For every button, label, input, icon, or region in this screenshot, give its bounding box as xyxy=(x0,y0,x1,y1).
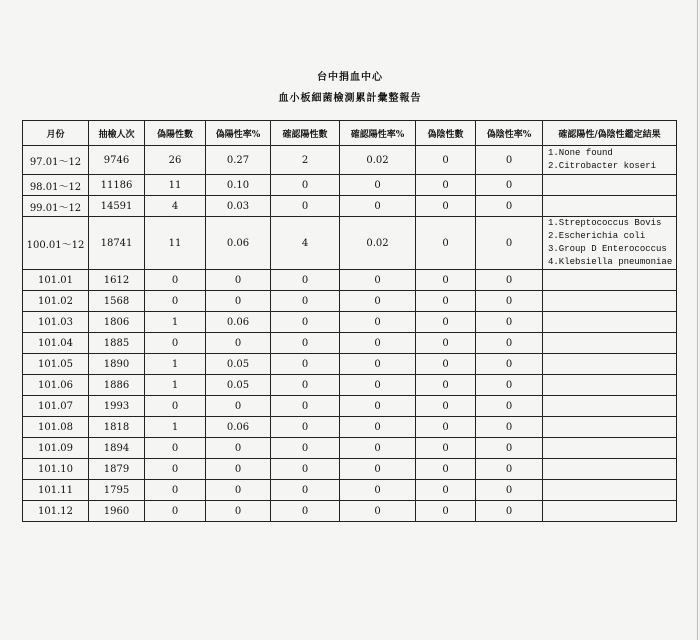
result-line: 1.Streptococcus Bovis xyxy=(548,218,662,228)
cell-cp: 0 xyxy=(271,175,340,196)
cell-cp-rate: 0 xyxy=(340,459,416,480)
cell-fp: 0 xyxy=(145,396,206,417)
cell-cp: 0 xyxy=(271,459,340,480)
cell-month: 101.08 xyxy=(23,417,89,438)
cell-identification-results xyxy=(543,396,677,417)
cell-fn: 0 xyxy=(416,270,476,291)
cell-fn: 0 xyxy=(416,354,476,375)
cell-identification-results xyxy=(543,146,677,175)
cell-month: 101.10 xyxy=(23,459,89,480)
cell-month: 100.01～12 xyxy=(23,217,89,270)
cell-fp-rate: 0.06 xyxy=(206,217,271,270)
cell-fn-rate: 0 xyxy=(476,312,543,333)
column-header: 確認陽性率% xyxy=(340,121,416,146)
table-body xyxy=(23,146,677,522)
table-row xyxy=(23,354,677,375)
table-row xyxy=(23,396,677,417)
cell-fp: 1 xyxy=(145,417,206,438)
cell-fp-rate: 0 xyxy=(206,291,271,312)
cell-identification-results xyxy=(543,459,677,480)
cell-cp: 0 xyxy=(271,417,340,438)
cell-tested: 14591 xyxy=(89,196,145,217)
cell-cp-rate: 0 xyxy=(340,480,416,501)
cell-cp: 0 xyxy=(271,480,340,501)
cell-fn: 0 xyxy=(416,501,476,522)
cell-fp: 0 xyxy=(145,270,206,291)
cell-fn-rate: 0 xyxy=(476,270,543,291)
cell-fn-rate: 0 xyxy=(476,291,543,312)
cell-cp: 0 xyxy=(271,312,340,333)
cell-fn-rate: 0 xyxy=(476,333,543,354)
cell-tested: 11186 xyxy=(89,175,145,196)
cell-cp-rate: 0 xyxy=(340,375,416,396)
cell-fp: 4 xyxy=(145,196,206,217)
cell-fn: 0 xyxy=(416,175,476,196)
cell-fn-rate: 0 xyxy=(476,459,543,480)
cell-identification-results xyxy=(543,217,677,270)
table-row xyxy=(23,270,677,291)
cell-fp-rate: 0.05 xyxy=(206,354,271,375)
cell-fn: 0 xyxy=(416,396,476,417)
cell-fp-rate: 0 xyxy=(206,438,271,459)
cell-identification-results xyxy=(543,480,677,501)
cell-cp-rate: 0 xyxy=(340,196,416,217)
cell-fp: 0 xyxy=(145,333,206,354)
cell-tested: 1795 xyxy=(89,480,145,501)
result-line: 2.Citrobacter koseri xyxy=(548,161,657,171)
cell-cp-rate: 0 xyxy=(340,417,416,438)
cell-month: 101.03 xyxy=(23,312,89,333)
cell-fn-rate: 0 xyxy=(476,396,543,417)
cell-fp: 1 xyxy=(145,354,206,375)
result-line: 4.Klebsiella pneumoniae xyxy=(548,257,673,267)
cell-tested: 1993 xyxy=(89,396,145,417)
column-header: 確認陽性/偽陰性鑑定結果 xyxy=(543,121,677,146)
cell-identification-results xyxy=(543,354,677,375)
table-row xyxy=(23,333,677,354)
cell-fp: 0 xyxy=(145,501,206,522)
cell-identification-results xyxy=(543,417,677,438)
cell-cp: 0 xyxy=(271,501,340,522)
cell-fp: 26 xyxy=(145,146,206,175)
cell-fn-rate: 0 xyxy=(476,217,543,270)
cell-month: 101.06 xyxy=(23,375,89,396)
cell-cp-rate: 0 xyxy=(340,333,416,354)
table-row xyxy=(23,217,677,270)
column-header: 偽陰性數 xyxy=(416,121,476,146)
cell-cp-rate: 0 xyxy=(340,291,416,312)
organization-title: 台中捐血中心 xyxy=(317,72,383,83)
cell-fp-rate: 0.06 xyxy=(206,312,271,333)
cell-identification-results xyxy=(543,175,677,196)
cell-fn-rate: 0 xyxy=(476,146,543,175)
cell-month: 101.09 xyxy=(23,438,89,459)
cell-fp: 0 xyxy=(145,480,206,501)
cell-tested: 1818 xyxy=(89,417,145,438)
cell-fp: 11 xyxy=(145,175,206,196)
cell-fn-rate: 0 xyxy=(476,417,543,438)
column-header: 偽陽性率% xyxy=(206,121,271,146)
cell-cp: 0 xyxy=(271,375,340,396)
result-line: 3.Group D Enterococcus xyxy=(548,244,667,254)
cell-cp: 0 xyxy=(271,354,340,375)
cell-tested: 1960 xyxy=(89,501,145,522)
cell-identification-results xyxy=(543,501,677,522)
cell-identification-results xyxy=(543,291,677,312)
table-row xyxy=(23,375,677,396)
cell-month: 98.01～12 xyxy=(23,175,89,196)
cell-month: 101.01 xyxy=(23,270,89,291)
cell-fn: 0 xyxy=(416,196,476,217)
cell-fn: 0 xyxy=(416,291,476,312)
cell-fn: 0 xyxy=(416,438,476,459)
cell-month: 101.05 xyxy=(23,354,89,375)
cell-tested: 1806 xyxy=(89,312,145,333)
cell-fp-rate: 0 xyxy=(206,501,271,522)
table-row xyxy=(23,501,677,522)
cell-fn: 0 xyxy=(416,146,476,175)
cell-cp-rate: 0 xyxy=(340,175,416,196)
cell-fn: 0 xyxy=(416,459,476,480)
table-header-row xyxy=(23,121,677,146)
cell-fn-rate: 0 xyxy=(476,375,543,396)
cell-fn-rate: 0 xyxy=(476,175,543,196)
cell-month: 101.04 xyxy=(23,333,89,354)
cell-identification-results xyxy=(543,375,677,396)
cell-tested: 18741 xyxy=(89,217,145,270)
cell-fn: 0 xyxy=(416,333,476,354)
cell-tested: 1879 xyxy=(89,459,145,480)
cell-cp: 0 xyxy=(271,291,340,312)
cell-fp-rate: 0.05 xyxy=(206,375,271,396)
cell-fn-rate: 0 xyxy=(476,354,543,375)
cell-cp-rate: 0 xyxy=(340,312,416,333)
cell-cp: 0 xyxy=(271,270,340,291)
column-header: 月份 xyxy=(23,121,89,146)
scan-edge-line xyxy=(697,0,698,640)
cell-fp-rate: 0.10 xyxy=(206,175,271,196)
cell-fn: 0 xyxy=(416,480,476,501)
cell-fn-rate: 0 xyxy=(476,438,543,459)
table-row xyxy=(23,196,677,217)
cell-tested: 1890 xyxy=(89,354,145,375)
cell-identification-results xyxy=(543,270,677,291)
cell-fn-rate: 0 xyxy=(476,501,543,522)
bacteria-test-table xyxy=(22,120,677,522)
cell-cp: 4 xyxy=(271,217,340,270)
cell-cp-rate: 0.02 xyxy=(340,217,416,270)
cell-fn: 0 xyxy=(416,417,476,438)
cell-identification-results xyxy=(543,312,677,333)
table-row xyxy=(23,480,677,501)
cell-fp: 0 xyxy=(145,291,206,312)
cell-fp: 1 xyxy=(145,375,206,396)
cell-month: 101.02 xyxy=(23,291,89,312)
column-header: 確認陽性數 xyxy=(271,121,340,146)
cell-fn: 0 xyxy=(416,217,476,270)
cell-fp: 11 xyxy=(145,217,206,270)
cell-cp-rate: 0 xyxy=(340,396,416,417)
cell-fn-rate: 0 xyxy=(476,196,543,217)
cell-tested: 9746 xyxy=(89,146,145,175)
cell-fn: 0 xyxy=(416,375,476,396)
cell-cp: 0 xyxy=(271,196,340,217)
cell-month: 101.11 xyxy=(23,480,89,501)
cell-cp: 2 xyxy=(271,146,340,175)
cell-fp-rate: 0 xyxy=(206,459,271,480)
cell-fp: 0 xyxy=(145,438,206,459)
cell-identification-results xyxy=(543,333,677,354)
cell-month: 101.07 xyxy=(23,396,89,417)
cell-fp-rate: 0 xyxy=(206,480,271,501)
cell-identification-results xyxy=(543,438,677,459)
cell-fp: 1 xyxy=(145,312,206,333)
cell-cp-rate: 0.02 xyxy=(340,146,416,175)
cell-tested: 1894 xyxy=(89,438,145,459)
column-header: 偽陽性數 xyxy=(145,121,206,146)
cell-cp: 0 xyxy=(271,333,340,354)
cell-fp-rate: 0 xyxy=(206,396,271,417)
cell-fn-rate: 0 xyxy=(476,480,543,501)
cell-tested: 1885 xyxy=(89,333,145,354)
cell-fp-rate: 0.03 xyxy=(206,196,271,217)
result-line: 1.None found xyxy=(548,148,613,158)
cell-month: 101.12 xyxy=(23,501,89,522)
cell-tested: 1568 xyxy=(89,291,145,312)
cell-cp: 0 xyxy=(271,396,340,417)
table-row xyxy=(23,175,677,196)
cell-fp: 0 xyxy=(145,459,206,480)
cell-month: 99.01～12 xyxy=(23,196,89,217)
cell-fn: 0 xyxy=(416,312,476,333)
table-row xyxy=(23,459,677,480)
cell-fp-rate: 0 xyxy=(206,333,271,354)
table-row xyxy=(23,417,677,438)
cell-month: 97.01～12 xyxy=(23,146,89,175)
column-header: 偽陰性率% xyxy=(476,121,543,146)
table-row xyxy=(23,291,677,312)
table-row xyxy=(23,312,677,333)
cell-fp-rate: 0.06 xyxy=(206,417,271,438)
report-title: 血小板細菌檢測累計彙整報告 xyxy=(278,93,422,104)
cell-cp-rate: 0 xyxy=(340,501,416,522)
cell-tested: 1886 xyxy=(89,375,145,396)
cell-fp-rate: 0.27 xyxy=(206,146,271,175)
cell-fp-rate: 0 xyxy=(206,270,271,291)
cell-cp-rate: 0 xyxy=(340,438,416,459)
column-header: 抽檢人次 xyxy=(89,121,145,146)
cell-tested: 1612 xyxy=(89,270,145,291)
table-row xyxy=(23,146,677,175)
result-line: 2.Escherichia coli xyxy=(548,231,646,241)
cell-cp-rate: 0 xyxy=(340,354,416,375)
cell-cp: 0 xyxy=(271,438,340,459)
cell-identification-results xyxy=(543,196,677,217)
table-row xyxy=(23,438,677,459)
cell-cp-rate: 0 xyxy=(340,270,416,291)
